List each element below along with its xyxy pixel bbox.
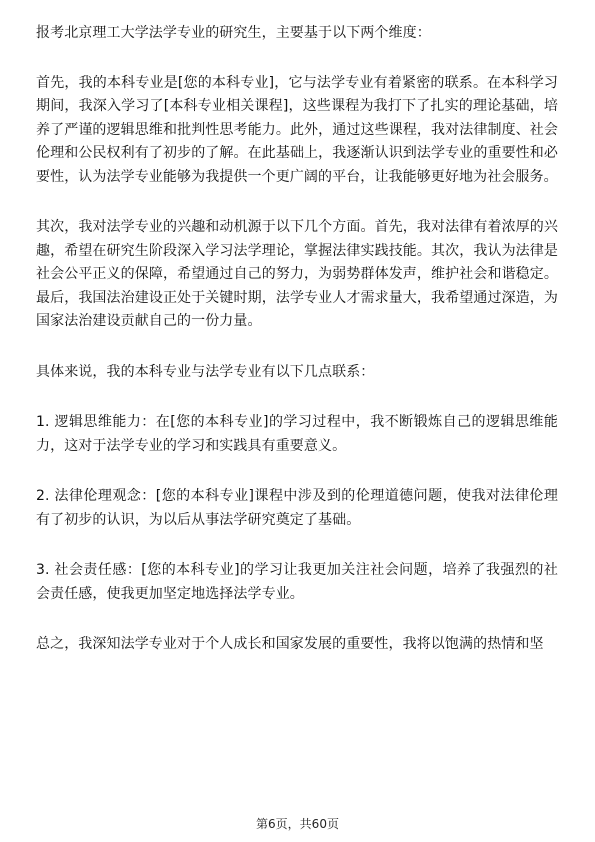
paragraph-point-3: 3. 社会责任感：[您的本科专业]的学习让我更加关注社会问题，培养了我强烈的社会责任感，使我更加坚定地选择法学专业。 xyxy=(36,562,558,602)
paragraph-second-reason: 其次，我对法学专业的兴趣和动机源于以下几个方面。首先，我对法律有着浓厚的兴趣，希望在研究生阶段深入学习法学理论，掌握法律实践技能。其次，我认为法律是社会公平正义的保障，希望通过自己的努力，为弱势群体发声，维护社会和谐稳定。最后，我国法治建设正处于关键时期，法学专业人才需求量大，我希望通过深造，为国家法治建设贡献自己的一份力量。 xyxy=(36,219,558,329)
paragraph-point-2: 2. 法律伦理观念：[您的本科专业]课程中涉及到的伦理道德问题，使我对法律伦理有了初步的认识，为以后从事法学研究奠定了基础。 xyxy=(36,488,558,528)
paragraph-connections-intro: 具体来说，我的本科专业与法学专业有以下几点联系： xyxy=(36,363,375,380)
document-body xyxy=(36,22,558,684)
paragraph-intro: 报考北京理工大学法学专业的研究生，主要基于以下两个维度： xyxy=(36,25,431,41)
paragraph-conclusion: 总之，我深知法学专业对于个人成长和国家发展的重要性，我将以饱满的热情和坚 xyxy=(36,636,544,652)
paragraph-first-reason: 首先，我的本科专业是[您的本科专业]，它与法学专业有着紧密的联系。在本科学习期间，我深入学习了[本科专业相关课程]，这些课程为我打下了扎实的理论基础，培养了严谨的逻辑思维和批判性思考能力。此外，通过这些课程，我对法律制度、社会伦理和公民权利有了初步的了解。在此基础上，我逐渐认识到法学专业的重要性和必要性，认为法学专业能够为我提供一个更广阔的平台，让我能够更好地为社会服务。 xyxy=(36,74,558,185)
paragraph-point-1: 1. 逻辑思维能力：在[您的本科专业]的学习过程中，我不断锻炼自己的逻辑思维能力，这对于法学专业的学习和实践具有重要意义。 xyxy=(36,414,558,454)
page-number-footer: 第6页，共60页 xyxy=(256,817,339,831)
